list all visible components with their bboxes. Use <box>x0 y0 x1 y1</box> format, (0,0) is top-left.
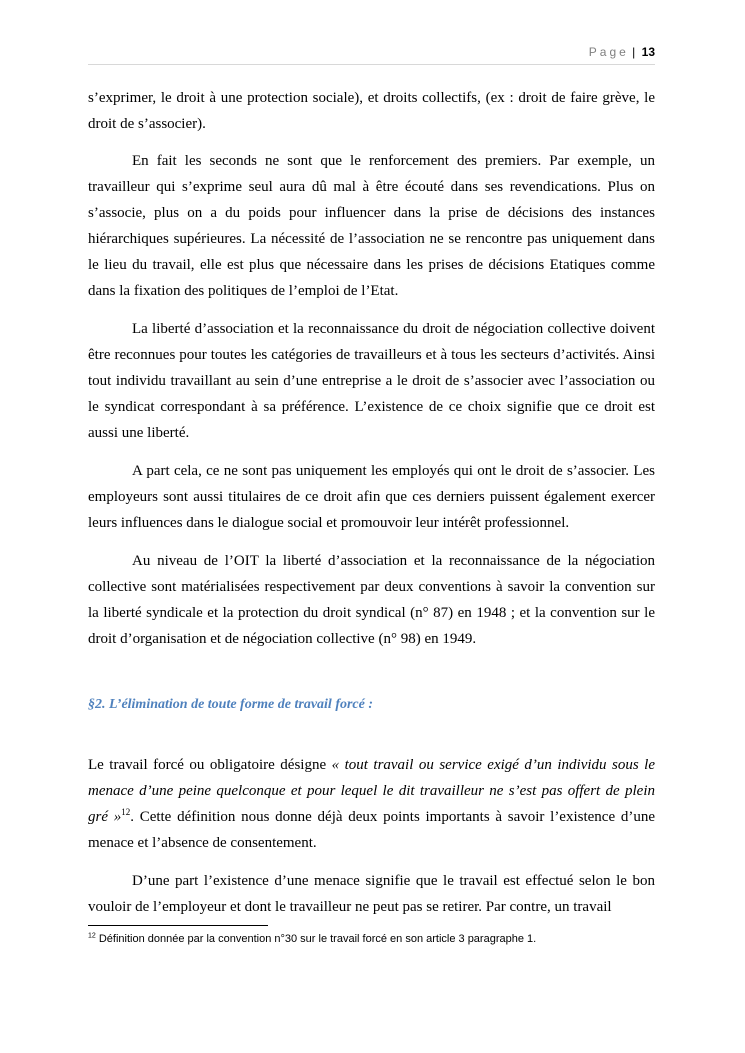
paragraph-1: s’exprimer, le droit à une protection sociale), et droits collectifs, (ex : droit de faire grève, le droit de s’associer). <box>88 90 655 132</box>
paragraph-5: Au niveau de l’OIT la liberté d’association et la reconnaissance de la négociation collective sont matérialisées respectivement par deux conventions à savoir la convention sur la liberté syndicale et la protection du droit syndical (n° 87) en 1948 ; et la convention sur le droit d’organisation et de négociation collective (n° 98) en 1949. <box>88 553 655 647</box>
page-label: Page <box>588 45 629 59</box>
definition-quote: « tout travail ou service exigé d’un individu sous le menace d’une peine quelconque et pour lequel le dit travailleur ne s’est pas offert de plein gré » <box>88 757 655 825</box>
paragraph-3: La liberté d’association et la reconnaissance du droit de négociation collective doivent être reconnues pour toutes les catégories de travailleurs et à tous les secteurs d’activités. Ainsi tout individu travaillant au sein d’une entreprise a le droit de s’associer avec l’association ou le syndicat correspondant à sa préférence. L’existence de ce choix signifie que ce droit est aussi une liberté. <box>88 321 655 441</box>
page-separator: | <box>632 45 636 59</box>
footnote <box>88 931 688 947</box>
page-number-block <box>589 44 655 60</box>
paragraph-6-rest: . Cette définition nous donne déjà deux points importants à savoir l’existence d’une menace et l’absence de consentement. <box>88 809 655 851</box>
paragraph-7: D’une part l’existence d’une menace signifie que le travail est effectué selon le bon vouloir de l’employeur et dont le travailleur ne peut pas se retirer. Par contre, un travail <box>88 873 655 915</box>
paragraph-2: En fait les seconds ne sont que le renforcement des premiers. Par exemple, un travailleur qui s’exprime seul aura dû mal à être écouté dans ses revendications. Plus on s’associe, plus on a du poids pour influencer dans la prise de décisions des instances hiérarchiques supérieures. La nécessité de l’association ne se rencontre pas uniquement dans le lieu du travail, elle est plus que nécessaire dans les prises de décisions Etatiques comme dans la fixation des politiques de l’emploi de l’Etat. <box>88 153 655 299</box>
paragraph-6 <box>88 752 655 856</box>
footnote-divider <box>88 925 268 926</box>
footnote-text: Définition donnée par la convention n°30 sur le travail forcé en son article 3 paragraphe 1. <box>95 933 537 945</box>
paragraph-6-intro: Le travail forcé ou obligatoire désigne <box>88 757 332 773</box>
footnote-reference[interactable]: 12 <box>121 807 131 817</box>
section-heading: §2. L’élimination de toute forme de travail forcé : <box>88 697 374 712</box>
page-number: 13 <box>641 45 655 59</box>
paragraph-4: A part cela, ce ne sont pas uniquement les employés qui ont le droit de s’associer. Les employeurs sont aussi titulaires de ce droit afin que ces derniers puissent également exercer leurs influences dans le dialogue social et promouvoir leur intérêt professionnel. <box>88 463 655 531</box>
footnote-number: 12 <box>88 932 96 940</box>
page-header <box>88 44 655 65</box>
